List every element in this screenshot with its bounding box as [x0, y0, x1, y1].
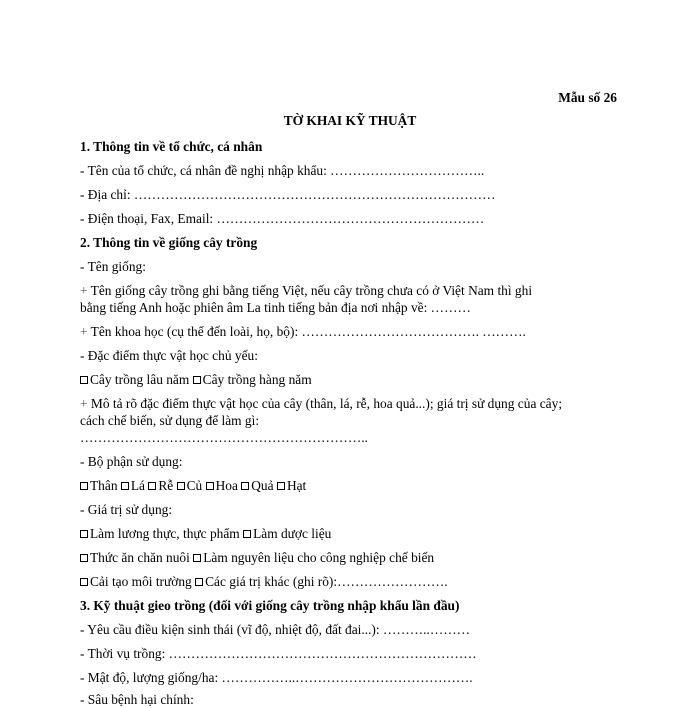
section-2-heading: 2. Thông tin về giống cây trồng: [80, 235, 258, 250]
part-label: Củ: [186, 478, 203, 493]
part-checkbox[interactable]: [206, 482, 214, 490]
industrial-label: Làm nguyên liệu cho công nghiệp chế biến: [203, 550, 435, 565]
annual-checkbox[interactable]: [193, 376, 201, 384]
part-checkbox[interactable]: [241, 482, 249, 490]
use-value-line: - Giá trị sử dụng:: [80, 502, 173, 517]
food-label: Làm lương thực, thực phẩm: [90, 526, 240, 541]
ecology-line: - Yêu cầu điều kiện sinh thái (vĩ độ, nhiệt độ, đất đai...): ………..………: [80, 622, 470, 637]
part-checkbox[interactable]: [148, 482, 156, 490]
part-label: Hạt: [286, 478, 307, 493]
plus-bullet: +: [80, 396, 88, 411]
other-label: Các giá trị khác (ghi rõ):…………………….: [205, 574, 448, 589]
address-line: - Địa chỉ: ………………………………………………………………………: [80, 187, 496, 202]
page-title: TỜ KHAI KỸ THUẬT: [283, 113, 417, 128]
environment-label: Cải tạo môi trường: [90, 574, 192, 589]
plus-bullet: +: [80, 283, 88, 298]
describe-text-1: Mô tả rõ đặc điểm thực vật học của cây (thân, lá, rễ, hoa quả...); giá trị sử dụng của cây;: [90, 396, 563, 411]
food-checkbox[interactable]: [80, 530, 88, 538]
other-checkbox[interactable]: [195, 578, 203, 586]
part-label: Quả: [251, 478, 274, 493]
season-line: - Thời vụ trồng: ……………………………………………………………: [80, 646, 477, 661]
part-label: Thân: [90, 478, 118, 493]
org-name-line: - Tên của tổ chức, cá nhân đề nghị nhập khẩu: ……………………………..: [80, 163, 485, 178]
describe-line-3: ………………………………………………………..: [80, 430, 368, 445]
scientific-name-text: Tên khoa học (cụ thể đến loài, họ, bộ): …………………………………. ……….: [90, 324, 526, 339]
describe-line-1: [80, 395, 640, 412]
part-checkbox[interactable]: [277, 482, 285, 490]
environment-checkbox[interactable]: [80, 578, 88, 586]
plus-bullet: +: [80, 324, 88, 339]
contact-line: - Điện thoại, Fax, Email: ……………………………………………………: [80, 211, 485, 226]
part-label: Lá: [130, 478, 145, 493]
perennial-label: Cây trồng lâu năm: [90, 372, 190, 387]
part-checkbox[interactable]: [80, 482, 88, 490]
part-label: Hoa: [215, 478, 238, 493]
botanical-traits-line: - Đặc điểm thực vật học chủ yếu:: [80, 348, 258, 363]
density-line: - Mật độ, lượng giống/ha: ……………..………………………………….: [80, 670, 473, 685]
parts-checkbox-row: [80, 477, 640, 494]
part-label: Rễ: [158, 478, 174, 493]
feed-checkbox[interactable]: [80, 554, 88, 562]
section-3-heading: 3. Kỹ thuật gieo trồng (đối với giống cây trồng nhập khẩu lần đầu): [80, 598, 460, 613]
medicine-checkbox[interactable]: [243, 530, 251, 538]
industrial-checkbox[interactable]: [193, 554, 201, 562]
name-note-line-2: bằng tiếng Anh hoặc phiên âm La tinh tiếng bản địa nơi nhập về: ………: [80, 300, 471, 315]
perennial-checkbox[interactable]: [80, 376, 88, 384]
medicine-label: Làm dược liệu: [253, 526, 332, 541]
section-1-heading: 1. Thông tin về tổ chức, cá nhân: [80, 139, 263, 154]
form-number: Mẫu số 26: [558, 90, 617, 105]
use-row-2: [80, 549, 640, 566]
use-row-3: [80, 573, 640, 590]
crop-type-line: [80, 371, 640, 388]
describe-line-2: cách chế biến, sử dụng để làm gì:: [80, 413, 260, 428]
part-checkbox[interactable]: [177, 482, 185, 490]
use-row-1: [80, 525, 640, 542]
name-note-text-1: Tên giống cây trồng ghi bằng tiếng Việt, nếu cây trồng chưa có ở Việt Nam thì ghi: [90, 283, 533, 298]
part-checkbox[interactable]: [121, 482, 129, 490]
parts-used-line: - Bộ phận sử dụng:: [80, 454, 183, 469]
scientific-name-line: [80, 323, 640, 340]
variety-name-line: - Tên giống:: [80, 259, 146, 274]
pests-line: - Sâu bệnh hại chính:: [80, 692, 194, 707]
annual-label: Cây trồng hàng năm: [202, 372, 312, 387]
name-note-line-1: [80, 282, 640, 299]
feed-label: Thức ăn chăn nuôi: [90, 550, 190, 565]
